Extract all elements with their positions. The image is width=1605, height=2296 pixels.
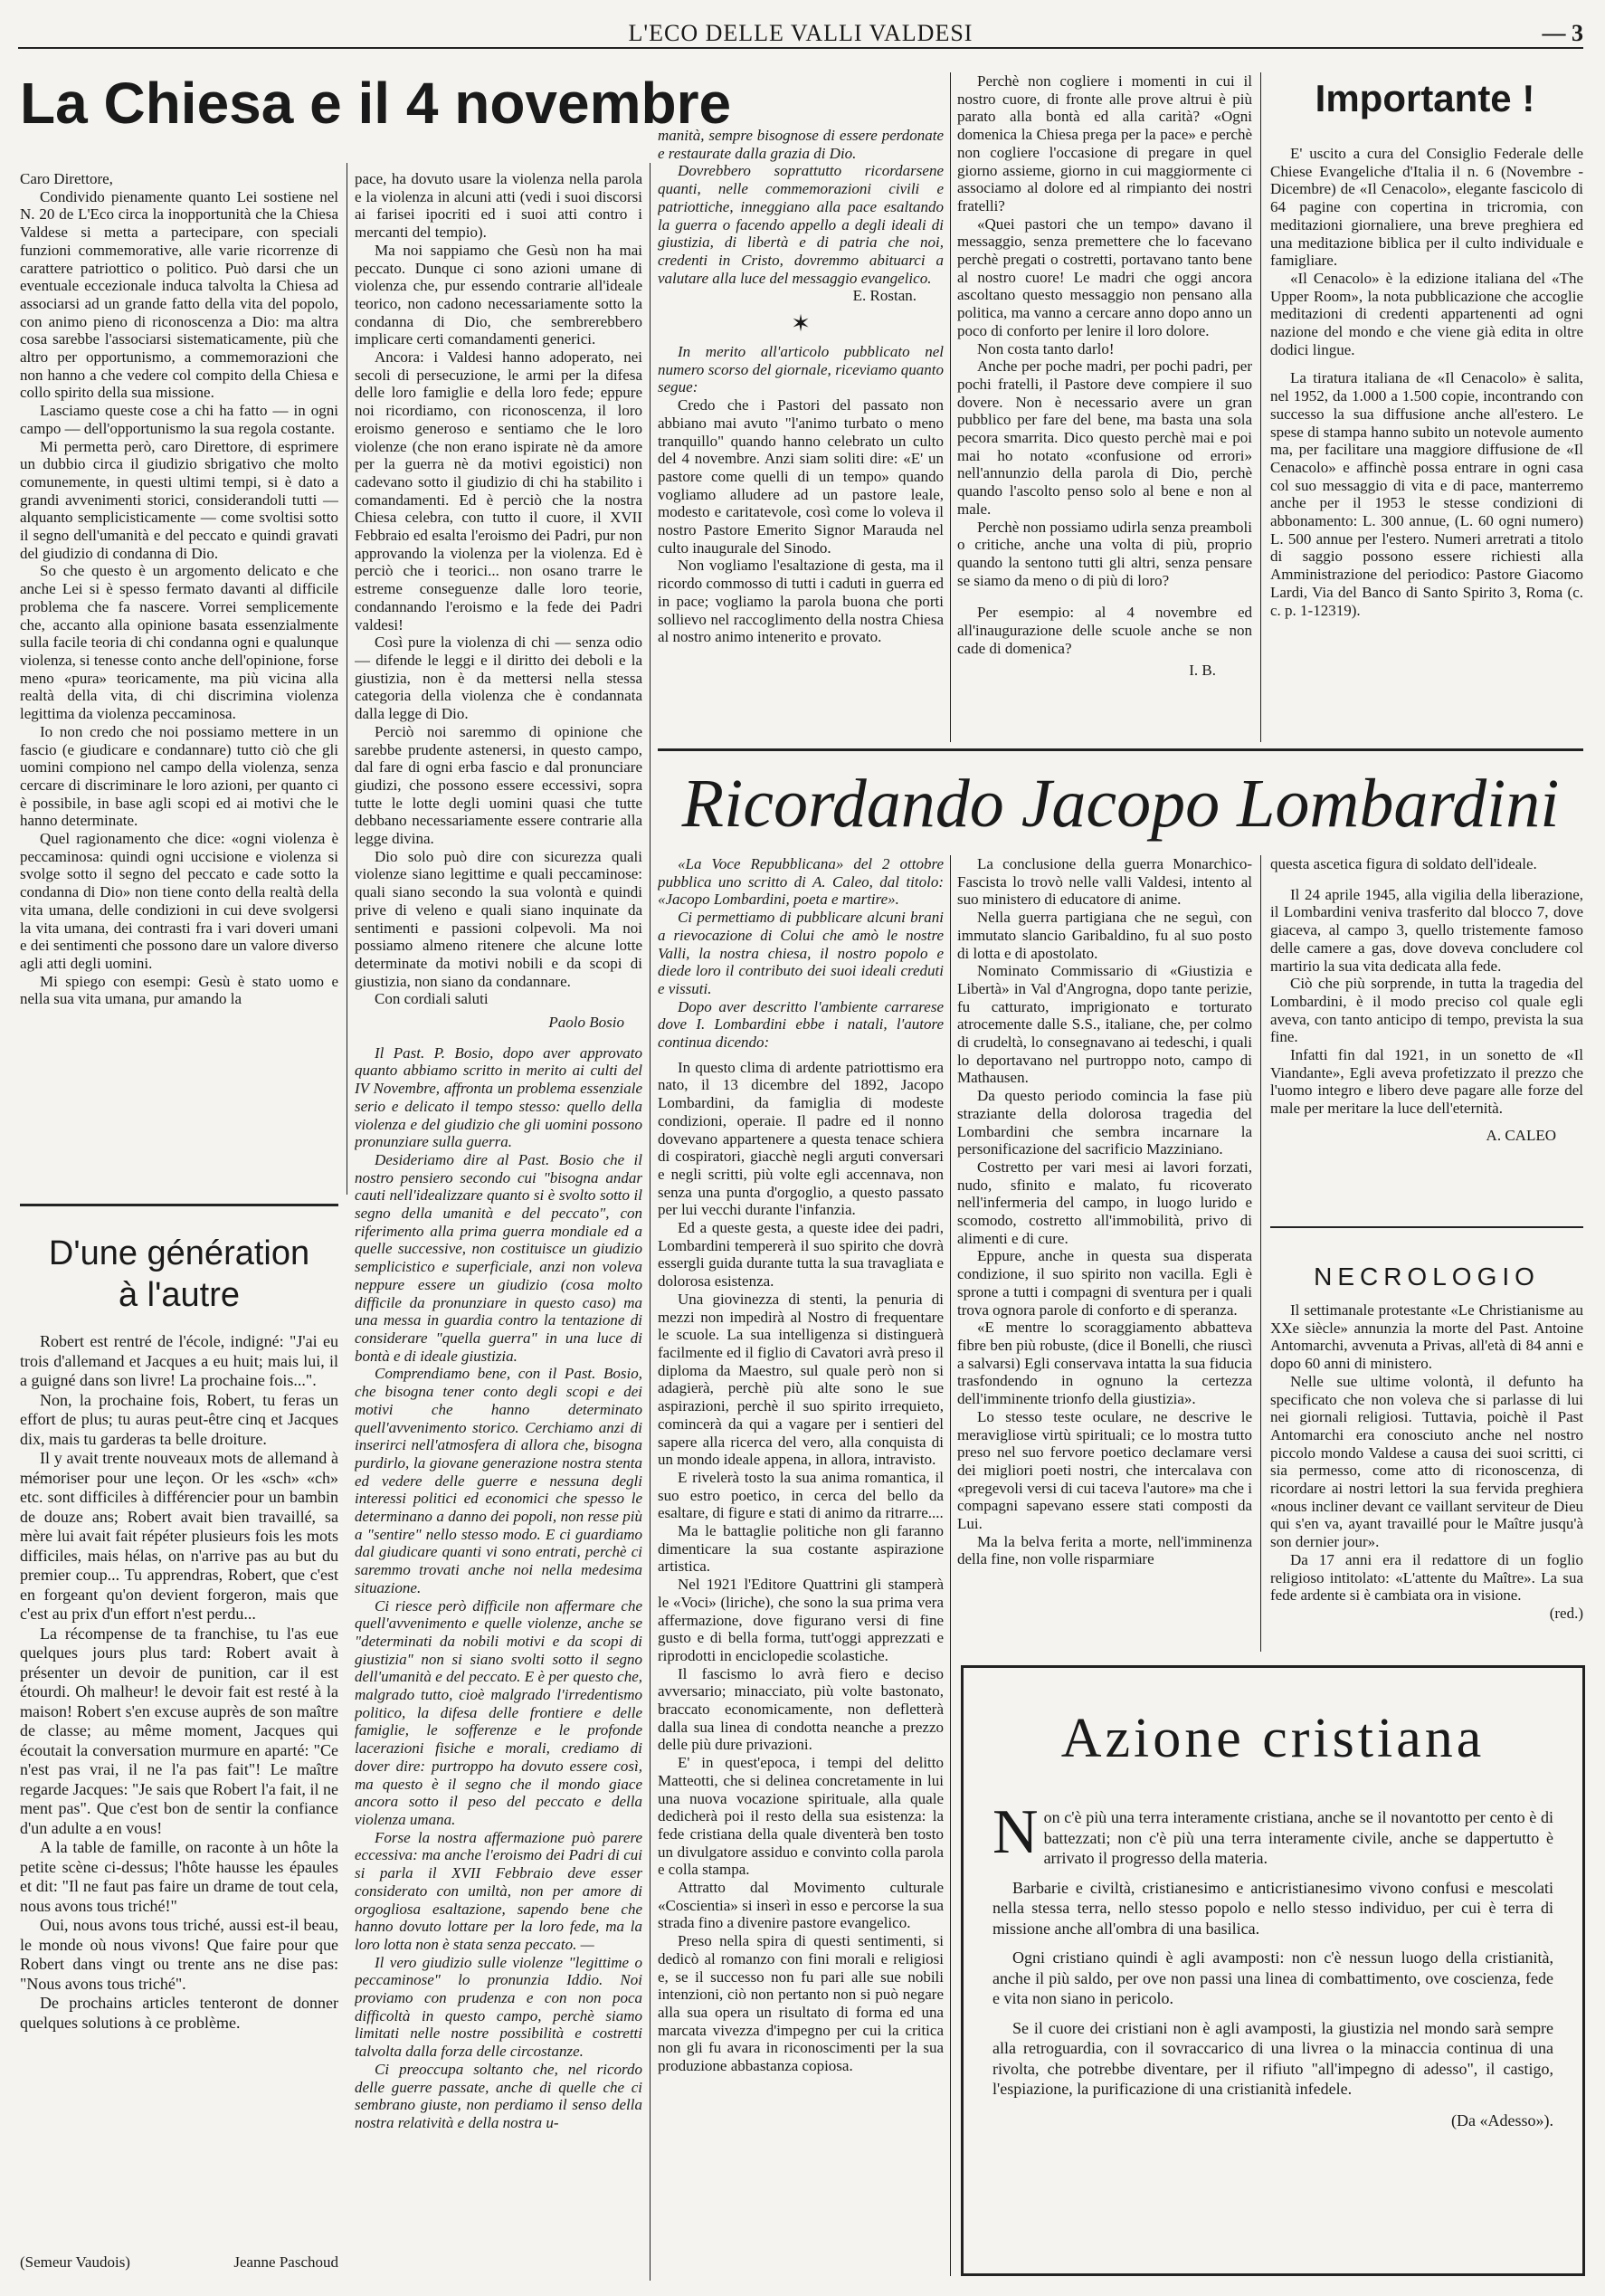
running-header: [18, 20, 1583, 49]
section-rule: [658, 748, 1583, 751]
paragraph: Il Past. P. Bosio, dopo aver approvato quanto abbiamo scritto in merito ai culti del IV Novembre, affronta un problema essenziale serio e delicato il tempo stesso: quello della violenza e del giudizio che gli uomini possono pronunziare sulla guerra.: [355, 1043, 642, 1151]
paragraph: Oui, nous avons tous triché, aussi est-il beau, le monde où nous vivons! Que faire pour que Robert dans vingt ou trente ans ne dise pas: "Nous avons tous triché".: [20, 1916, 338, 1993]
chiesa-column-2: [355, 170, 642, 2288]
paragraph: So che questo è un argomento delicato e che anche Lei si è spesso fermato davanti al difficile problema che fa nascere. Vorrei semplicemente che, accanto alla opinione basata essenzialmente sulla facile teoria di chi condanna ogni e qualunque violenza, si tenesse conto anche dell'opinione, forse meno «pura» teoricamente, ma più vicina alla realtà della vita, di chi discrimina violenza legittima da violenza peccaminosa.: [20, 562, 338, 723]
paragraph: «Quei pastori che un tempo» davano il messaggio, senza premettere che lo facevano perchè pregati o costretti, portavano tanto bene al nostro cuore! Le madri che oggi ancora ascoltano questo messaggio non pensano alla politica, ma vanno a cercare anno dopo anno un poco di conforto per lenire il loro dolore.: [957, 214, 1252, 339]
azione-cristiana-box: [961, 1665, 1585, 2276]
paragraph: E' uscito a cura del Consiglio Federale delle Chiese Evangeliche d'Italia il n. 6 (Novembre - Dicembre) de «Il Cenacolo», elegante fascicolo di 64 pagine con copertina in tricromia, con meditazioni giornaliere, una breve preghiera ed una meditazione biblica per il culto individuale e famigliare.: [1270, 145, 1583, 270]
paragraph: Non, la prochaine fois, Robert, tu feras un effort de plus; tu auras peut-être cinq et Jacques dix, mais tu garderas ta belle droiture.: [20, 1390, 338, 1448]
paragraph: A la table de famille, on raconte à un hôte la petite scène ci-dessus; l'hôte hausse les épaules et dit: "Il ne faut pas faire un drame de tout cela, nous avons tous triché!": [20, 1838, 338, 1915]
signature: A. CALEO: [1486, 1126, 1556, 1144]
chiesa-column-3: [658, 127, 944, 742]
paragraph: Una giovinezza di stenti, la penuria di mezzi non impedirà al Nostro di frequentare le scuole. La sua intelligenza si distinguerà facilmente ed il figlio di Cavatori avrà preso il diploma da Maestro, sul quale però non si adagierà, perchè più alte sono le sue aspirazioni, perchè il suo spirito irrequieto, comincerà da qui a vagare per i sentieri del sapere alla ricerca del vero, alla conquista di un mondo ideale appena, in allora, intravisto.: [658, 1290, 944, 1469]
paragraph: Perchè non possiamo udirla senza preamboli o critiche, anche una volta di più, proprio quando la sentono tutti gli altri, senza pensare se siamo da meno o di più di loro?: [957, 518, 1252, 589]
paragraph: manità, sempre bisognose di essere perdonate e restaurate dalla grazia di Dio.: [658, 127, 944, 162]
paragraph: [992, 1807, 1553, 1869]
paragraph: Il y avait trente nouveaux mots de allemand à mémoriser pour une leçon. Or les «sch» «ch» etc. sont difficiles à différencier pour un bambin de douze ans; Robert avait bien travaillé, sa mère lui avait fait répéter plusieurs fois les mots difficiles, mais hélas, on n'arrive pas au but du premier coup... Tu apprendras, Robert, que c'est en forgeant qu'on devient forgeron, mais que c'est au prix d'un effort n'est perdu...: [20, 1449, 338, 1623]
generation-title-line-1: D'une génération: [48, 1234, 310, 1272]
paragraph: Perchè non cogliere i momenti in cui il nostro cuore, di fronte alle prove altrui è più parato alla bontà ed alla carità? «Ogni domenica la Chiesa prega per la pace» e perchè non cogliere l'occasione di pregare in quel giorno assieme, giorno in cui maggiormente ci associamo al dolore ed al rimpianto dei nostri fratelli?: [957, 72, 1252, 214]
paragraph: Lasciamo queste cose a chi ha fatto — in ogni campo — dell'opportunismo la sua regola costante.: [20, 402, 338, 437]
paragraph: Ed a queste gesta, a queste idee dei padri, Lombardini tempererà il suo spirito che dovrà essergli guida durante tutta la sua travagliata e dolorosa esistenza.: [658, 1219, 944, 1291]
paragraph: Perciò noi saremmo di opinione che sarebbe prudente astenersi, in questo campo, dal fare di ogni erba fascio e dal pronunciare giudizi, che possono essere eccessivi, sopra tutte le lotte degli uomini quasi che tutte debbano necessariamente essere contrarie alla legge divina.: [355, 722, 642, 848]
paragraph: Ogni cristiano quindi è agli avamposti: non c'è nessun luogo della cristianità, anche il più saldo, per ove non passi una linea di combattimento, ove coscienza, fede e vita non siano in pericolo.: [992, 1948, 1553, 2007]
paragraph: Per esempio: al 4 novembre ed all'inaugurazione delle scuole anche se non cade di domenica?: [957, 604, 1252, 657]
column-rule: [1260, 855, 1261, 1652]
column-rule: [950, 72, 951, 742]
paragraph: Mi permetta però, caro Direttore, di esprimere un dubbio circa il giudizio sbrigativo che molto comunemente, in questi ultimi tempi, si è dato a grandi avvenimenti storici, considerandoli tutti — alquanto semplicisticamente — come svoltisi sotto il segno dell'umanità e del peccato e quindi gravati del giudizio di condanna di Dio.: [20, 437, 338, 562]
paragraph: Lo stesso teste oculare, ne descrive le meravigliose virtù spirituali; ce lo mostra tutto preso nel suo fervore poetico declamare versi dei migliori poeti nostri, che intercalava con «pregevoli versi di cui taceva l'autore» ma che i compagni sapevano essere stati composti da Lui.: [957, 1407, 1252, 1533]
paragraph: Ma le battaglie politiche non gli faranno dimenticare la sua costante aspirazione artistica.: [658, 1522, 944, 1576]
lombardini-column-3: [1270, 855, 1583, 1217]
importante-body: [1270, 145, 1583, 742]
lombardini-headline: [658, 758, 1583, 849]
paragraph: La tiratura italiana de «Il Cenacolo» è salita, nel 1952, da 1.000 a 1.500 copie, incontrando con successo la sua diffusione anche all'estero. Le spese di stampa hanno subito un notevole aumento ma, per facilitare una maggiore diffusione de «Il Cenacolo» e affinchè possa entrare in ogni casa col suo messaggio di vita e di pace, manterremo anche per il 1953 le stesse condizioni di abbonamento: L. 300 annue, (L. 60 ogni numero) L. 500 annue per l'estero. Numeri arretrati a titolo di saggio possono essere richiesti alla Amministrazione del periodico: Pastore Giacomo Lardi, Via del Banco di Santo Spirito 3, Roma (c. c. p. 1-12319).: [1270, 369, 1583, 619]
paragraph: Desideriamo dire al Past. Bosio che il nostro pensiero secondo cui "bisogna andar cauti nell'idealizzare quanto si è svolto sotto il segno della umanità e del peccato", con riferimento alla prima guerra mondiale ed a quelle successive, non costituisce un giudizio semplicistico e superficiale, anzi non voleva neppure essere un giudizio (cosa molto difficile da pronunziare in questo caso) ma una messa in guardia contro la tentazione di considerare "quella guerra" in una luce di bontà e di ideale giustizia.: [355, 1150, 642, 1365]
paragraph: E rivelerà tosto la sua anima romantica, il suo estro poetico, in cerca del bello da esaltare, di figure e stati di animo da ritrarre....: [658, 1468, 944, 1522]
paragraph: La récompense de ta franchise, tu l'as eue quelques jours plus tard: Robert avait à présenter un devoir de punition, car il est étourdi. Oh malheur! le devoir fait est resté à la maison! Robert s'en excuse auprès de son maître de classe; au même moment, Jacques qui écoutait la conversation murmure en aparté: "Ce n'est pas vrai, il ne l'a pas fait"! Le maître regarde Jacques: "Je sais que Robert l'a fait, il ne ment pas". Que c'est bon de sentir la confiance d'un adulte a en vous!: [20, 1624, 338, 1837]
paragraph: Nel 1921 l'Editore Quattrini gli stamperà le «Voci» (liriche), che sono la sua prima vera affermazione, dove figurano versi di fine gusto e di bella forma, tutt'oggi apprezzati e riprodotti in enciclopedie scolastiche.: [658, 1576, 944, 1664]
lombardini-column-1: [658, 855, 944, 2285]
paragraph: Ma noi sappiamo che Gesù non ha mai peccato. Dunque ci sono azioni umane di violenza che, pur essendo contrarie all'ideale teorico, non cadono necessariamente sotto la condanna di Dio, che sembrerebbero implicare certi comandamenti generici.: [355, 241, 642, 348]
paragraph: Ancora: i Valdesi hanno adoperato, nei secoli di persecuzione, le armi per la difesa delle loro famiglie e della loro fede; eppure noi ricordiamo, con riconoscenza, il loro eroismo generoso e sentiamo che le loro violenze (che non erano ispirate nè da amore per la guerra nè da motivi egoistici) non cadevano sotto il giudizio di chi ha stabilito i comandamenti. Ed è perciò che la nostra Chiesa celebra, con tutto il cuore, il XVII Febbraio ed esalta l'eroismo dei Padri, pur non approvando la violenza per la violenza. Ed è perciò che i teorici... non osano trarre le estreme conseguenze dalle loro teorie, condannando l'eroismo e la fede dei Padri valdesi!: [355, 348, 642, 634]
signature: Paolo Bosio: [548, 1014, 624, 1032]
paragraph: Costretto per vari mesi ai lavori forzati, nudo, sfinito e malato, fu ricoverato nell'infermeria del campo, in luogo lurido e scomodo, costretto all'immobilità, privo di alimenti e di cure.: [957, 1158, 1252, 1247]
paragraph: Nominato Commissario di «Giustizia e Libertà» in Val d'Angrogna, dopo tante perizie, fu catturato, imprigionato e torturato atrocemente dalle S.S., italiane, che, per colmo di crudeltà, lo consegnavano ai tedeschi, i quali lo deportavano nel purtroppo noto, campo di Mathausen.: [957, 962, 1252, 1087]
source: (Da «Adesso»).: [1451, 2110, 1553, 2129]
source: (Semeur Vaudois): [20, 2253, 130, 2271]
chiesa-headline: La Chiesa e il 4 novembre: [20, 71, 732, 136]
generation-footer: [20, 2253, 338, 2275]
paragraph: Dovrebbero soprattutto ricordarsene quanti, nelle commemorazioni civili e patriottiche, inneggiano alla pace esaltando la guerra o facendo appello a degli ideali di giustizia, di libertà e di patria che noi, credenti in Cristo, dovremmo abituarci a valutare alla luce del messaggio evangelico.: [658, 162, 944, 287]
signature: E. Rostan.: [852, 287, 916, 305]
paragraph: Mi spiego con esempi: Gesù è stato uomo e nella sua vita umana, pur amando la: [20, 972, 338, 1008]
paragraph: «E mentre lo scoraggiamento abbatteva fibre ben più robuste, (dice il Bonelli, che riuscì a salvarsi) Egli conservava intatta la sua fiducia trasfondendo in ognuno la certezza dell'imminente trionfo della giustizia».: [957, 1319, 1252, 1408]
paragraph: Il settimanale protestante «Le Christianisme au XXe siècle» annunzia la morte del Past. Antoine Antomarchi, avvenuta a Privas, all'età di 84 anni e dopo 60 anni di ministero.: [1270, 1301, 1583, 1373]
paragraph: In merito all'articolo pubblicato nel numero scorso del giornale, riceviamo quanto segue:: [658, 343, 944, 396]
necrologio-title: NECROLOGIO: [1314, 1262, 1540, 1291]
paragraph: E' in quest'epoca, i tempi del delitto Matteotti, che si delinea concretamente in lui una nuova vocazione spirituale, alla quale dedicherà poi il resto della sua esistenza: la fede cristiana della quale diventerà ben tosto un divulgatore assiduo e convinto colla parola e colla stampa.: [658, 1754, 944, 1879]
paragraph: Robert est rentré de l'école, indigné: "J'ai eu trois d'allemand et Jacques a eu huit; mais lui, il a guigné dans son livre! La prochaine fois...".: [20, 1332, 338, 1389]
paragraph: Nelle sue ultime volontà, il defunto ha specificato che non voleva che si parlasse di lui nei giornali religiosi. Tuttavia, poichè il Past Antomarchi era conosciuto anche nel nostro piccolo mondo Valdese a causa dei suoi scritti, ci sia permesso, come atto di riconoscenza, di ricordare ai nostri lettori la sua fervida preghiera «nous incliner devant ce vaillant serviteur de Dieu qui s'en va, ayant travaillé pour le Maître jusqu'à son dernier jour».: [1270, 1372, 1583, 1551]
signature: Jeanne Paschoud: [233, 2253, 338, 2271]
section-rule: [20, 1204, 338, 1206]
necrologio-body: [1270, 1301, 1583, 1645]
paragraph: De prochains articles tenteront de donner quelques solutions à ce problème.: [20, 1994, 338, 2032]
paragraph: Ma la belva ferita a morte, nell'imminenza della fine, non volle risparmiare: [957, 1532, 1252, 1568]
section-rule: [1270, 1226, 1583, 1228]
paragraph: Non costa tanto darlo!: [977, 339, 1115, 357]
paragraph: Infatti fin dal 1921, in un sonetto de «Il Viandante», Egli aveva profetizzato il prezzo che l'uomo integro e libero deve pagare alle forze del male per meritare la luce dell'eternità.: [1270, 1046, 1583, 1118]
paragraph: Condivido pienamente quanto Lei sostiene nel N. 20 de L'Eco circa la inopportunità che la Chiesa Valdese si metta a partecipare, con speciali funzioni commemorative, alle varie ricorrenze di carattere patriottico o politico. Può darsi che un eventuale eccezionale induca talvolta la Chiesa ad associarsi ad un grande fatto della vita del popolo, con animo pieno di riconoscenza a Dio: ma altra cosa sarebbe l'associarsi sistematicamente, più che altro per opportunismo, a commemorazioni che non hanno a che vedere col compito della Chiesa e collo spirito della sua missione.: [20, 187, 338, 402]
paragraph: Quel ragionamento che dice: «ogni violenza è peccaminosa: quindi ogni uccisione e violenza si svolge sotto il segno del peccato e cade sotto la condanna di Dio» non tiene conto della realtà della vita umana, delle condizioni in cui deve svolgersi la vita umana, dei contrasti fra i vari doveri umani e dei sentimenti che possono dare un valore diverso agli atti degli uomini.: [20, 830, 338, 972]
paragraph: Dio solo può dire con sicurezza quali violenze siano legittime e quali peccaminose: quali siano secondo la sua volontà e quindi prive di veleno e quali siano inquinate da sentimenti e passioni colpevoli. Ma noi possiamo almeno ritenere che alcune lotte determinate da motivi nobili e da scopi di giustizia, non siano da condannare.: [355, 847, 642, 990]
generation-body: [20, 1332, 338, 2251]
paragraph: Da 17 anni era il redattore di un foglio religioso intitolato: «L'attente du Maître». La sua fede ardente si è cambiata ora in visione.: [1270, 1550, 1583, 1605]
paragraph: Il vero giudizio sulle violenze "legittime o peccaminose" lo pronunzia Iddio. Noi proviamo con prudenza e con non poca difficoltà in questo campo, perchè siamo limitati nelle nostre possibilità e costretti talvolta dalla forza delle circostanze.: [355, 1953, 642, 2061]
lombardini-title: Ricordando Jacopo Lombardini: [681, 766, 1560, 842]
column-rule: [950, 855, 951, 2276]
paragraph: Anche per poche madri, per pochi padri, per pochi fratelli, il Pastore deve compiere il suo dovere. Non è necessario avere un gran pubblico per fare del bene, ma basta una sola pecora smarrita. Dico questo perchè mai e poi mai ho notato «confusione od errori» nell'annunzio della parola di Dio, perchè quando l'ascolto penso solo al bene e non al male.: [957, 357, 1252, 518]
paragraph: «Il Cenacolo» è la edizione italiana del «The Upper Room», la nota pubblicazione che accoglie meditazioni di credenti appartenenti ad ogni nazione del mondo e che viene già edita in oltre dodici lingue.: [1270, 269, 1583, 358]
generation-title-line-2: à l'autre: [118, 1276, 240, 1314]
paragraph: Non vogliamo l'esaltazione di gesta, ma il ricordo commosso di tutti i caduti in guerra ed in pace; vogliamo la parola buona che porti sollievo nel raccoglimento della nostra Chiesa al nostro animo intenerito e provato.: [658, 557, 944, 646]
importante-title: Importante !: [1315, 77, 1535, 119]
paragraph: Preso nella spira di questi sentimenti, si dedicò al romanzo con fini morali e religiosi e, se il successo non fu pari alle sue nobili intenzioni, ciò non pertanto non si può negare alla sua opera un risultato di forma ed una marcata vivezza d'impegno per cui la critica non gli fu avara in riconoscimenti per la sua produzione abbastanza copiosa.: [658, 1932, 944, 2075]
paragraph: Attratto dal Movimento culturale «Coscientia» si inserì in esso e percorse la sua strada fino a divenire pastore evangelico.: [658, 1879, 944, 1932]
lombardini-column-2: [957, 855, 1252, 1652]
paragraph: Ci riesce però difficile non affermare che quell'avvenimento e quelle violenze, anche se "determinati da nobili motivi e da scopi di giustizia" non si siano svolti sotto il segno dell'umanità e del peccato. E è per questo che, malgrado tutto, cioè malgrado l'irredentismo politico, la difesa delle frontiere e delle famiglie, le sofferenze e le profonde lacerazioni fisiche e morali, crediamo di dover dire: purtroppo ha dovuto essere così, ma questo è il segno che il mondo giace ancora sotto il peso del peccato e della violenza umana.: [355, 1596, 642, 1828]
generation-headline: [20, 1233, 338, 1316]
paragraph: Da questo periodo comincia la fase più straziante della dolorosa tragedia del Lombardini che sembra incarnare la personificazione del sacrificio Mazziniano.: [957, 1087, 1252, 1158]
chiesa-column-4: [957, 72, 1252, 742]
paragraph: Comprendiamo bene, con il Past. Bosio, che bisogna tener conto degli scopi e dei motivi che hanno determinato quell'avvenimento storico. Cerchiamo anzi di inserirci nell'atmosfera di allora che, bisogna purdirlo, la giovane generazione nostra stenta ed vedere delle guerre e nessuna degli interessi politici ed economici che spesso le determinano a danno dei popoli, non resse più a "sentire" nello stesso modo. E ci guardiamo dal giudicare quanti vi sono entrati, perchè ci saremmo trovati anche noi nella medesima situazione.: [355, 1365, 642, 1596]
paragraph: In questo clima di ardente patriottismo era nato, il 13 dicembre del 1892, Jacopo Lombardini, da famiglia di modeste condizioni, operaie. Il padre ed il nonno dovevano appartenere a questa tenace schiera di cospiratori, giacchè negli arguti conversari e negli scritti, più volte egli accennava, non senza una punta d'orgoglio, a questo passato per lui vecchi durante l'infanzia.: [658, 1058, 944, 1219]
closing: Con cordiali saluti: [375, 990, 489, 1008]
signature: I. B.: [1189, 661, 1216, 679]
paragraph: Il fascismo lo avrà fiero e deciso avversario; minacciato, più volte bastonato, braccato economicamente, non defletterà dalla sua linea di condotta neanche a prezzo delle più dure privazioni.: [658, 1664, 944, 1754]
paragraph: La conclusione della guerra Monarchico-Fascista lo trovò nelle valli Valdesi, intento al suo ministero di educatore di anime.: [957, 855, 1252, 909]
paragraph: Il 24 aprile 1945, alla vigilia della liberazione, il Lombardini veniva trasferito dal blocco 7, dove giaceva, al campo 3, quello tristemente famoso delle camere a gas, dove doveva concludere col martirio la sua vita dedicata alla fede.: [1270, 885, 1583, 975]
paragraph: Ci preoccupa soltanto che, nel ricordo delle guerre passate, anche di quelle che ci sembrano giuste, non perdiamo il senso della nostra relatività e della nostra u-: [355, 2060, 642, 2131]
paragraph: Così pure la violenza di chi — senza odio — difende le leggi e il diritto dei deboli e la giustizia, non è da mettersi nella stessa categoria della violenza che è condannata dalla legge di Dio.: [355, 634, 642, 723]
paragraph: Barbarie e civiltà, cristianesimo e anticristianesimo vivono confusi e mescolati nella stessa terra, nello stesso popolo e nello stesso individuo, per cui è terra di missione anche all'ombra di una basilica.: [992, 1878, 1553, 1938]
page-number: — 3: [1542, 20, 1583, 46]
paragraph: Nella guerra partigiana che ne seguì, con immutato slancio Garibaldino, fu al suo posto di lotta e di apostolato.: [957, 909, 1252, 962]
editor-note: [355, 1044, 642, 2132]
signature: (red.): [1549, 1604, 1583, 1622]
paragraph: Ci permettiamo di pubblicare alcuni brani a rievocazione di Colui che amò le nostre Valli, la nostra chiesa, il nostro popolo e diede loro il contributo dei suoi ideali creduti e vissuti.: [658, 909, 944, 997]
asterisk-separator: ✶: [791, 310, 811, 338]
paragraph: «La Voce Repubblicana» del 2 ottobre pubblica uno scritto di A. Caleo, dal titolo: «Jacopo Lombardini, poeta e martire».: [658, 855, 944, 909]
paragraph: Io non credo che noi possiamo mettere in un fascio (e giudicare e condannare) tutto ciò che gli uomini compiono nel campo della violenza, senza cercare di discriminare le loro azioni, per quanto ci è possibile, in base agli scopi ed ai motivi che le hanno determinate.: [20, 722, 338, 830]
column-rule: [1260, 72, 1261, 742]
paragraph: questa ascetica figura di soldato dell'ideale.: [1270, 855, 1537, 872]
paragraph-text: on c'è più una terra interamente cristiana, anche se il novantotto per cento è di battezzati; non c'è più una terra interamente civile, anche se dappertutto è arrivato il progresso della materia.: [1043, 1808, 1553, 1867]
paragraph: Eppure, anche in questa sua disperata condizione, il suo spirito non vacilla. Egli è sprone a tutti i compagni di sventura per i quali trova ognora parole di conforto e di speranza.: [957, 1247, 1252, 1319]
drop-cap: N: [992, 1807, 1039, 1867]
azione-title: Azione cristiana: [1060, 1708, 1486, 1769]
paragraph: Dopo aver descritto l'ambiente carrarese dove I. Lombardini ebbe i natali, l'autore continua dicendo:: [658, 997, 944, 1052]
paragraph: Se il cuore dei cristiani non è agli avamposti, la giustizia nel mondo sarà sempre alla retroguardia, con il sovraccarico di una livrea o la minaccia continua di una rivolta, che potrebbe diventare, per il rifiuto "all'impegno di adesso", il castigo, l'espiazione, la purificazione di una cristianità infedele.: [992, 2018, 1553, 2098]
column-rule: [650, 163, 651, 2281]
paragraph: Ciò che più sorprende, in tutta la tragedia del Lombardini, è il modo preciso col quale egli aveva, con tanto anticipo di tempo, prevista la sua fine.: [1270, 975, 1583, 1046]
azione-body: [992, 1807, 1553, 2130]
masthead: L'ECO DELLE VALLI VALDESI: [628, 20, 973, 46]
paragraph: Forse la nostra affermazione può parere eccessiva: ma anche l'eroismo dei Padri di cui si parla il XVII Febbraio deve esser considerato con umiltà, non per amore di orgogliosa esaltazione, sapendo bene che hanno dovuto lottare per la loro fede, ma la loro lotta non è stata senza peccato. —: [355, 1828, 642, 1953]
chiesa-column-1: [20, 170, 338, 1197]
paragraph: Caro Direttore,: [20, 170, 113, 187]
paragraph: pace, ha dovuto usare la violenza nella parola e la violenza in alcuni atti (vedi i suoi discorsi ai farisei ipocriti ed i suoi atti contro i mercanti del tempio).: [355, 170, 642, 242]
paragraph: Credo che i Pastori del passato non abbiano mai avuto "l'animo turbato o meno tranquillo" quando hanno celebrato un culto del 4 novembre. Anzi siam soliti dire: «E' un pastore come quelli di un tempo» quando vogliamo alludere ad un pastore leale, modesto e caritatevole, così come lo voleva il nostro Pastore Emerito Signor Marauda nel culto inaugurale del Sinodo.: [658, 396, 944, 557]
